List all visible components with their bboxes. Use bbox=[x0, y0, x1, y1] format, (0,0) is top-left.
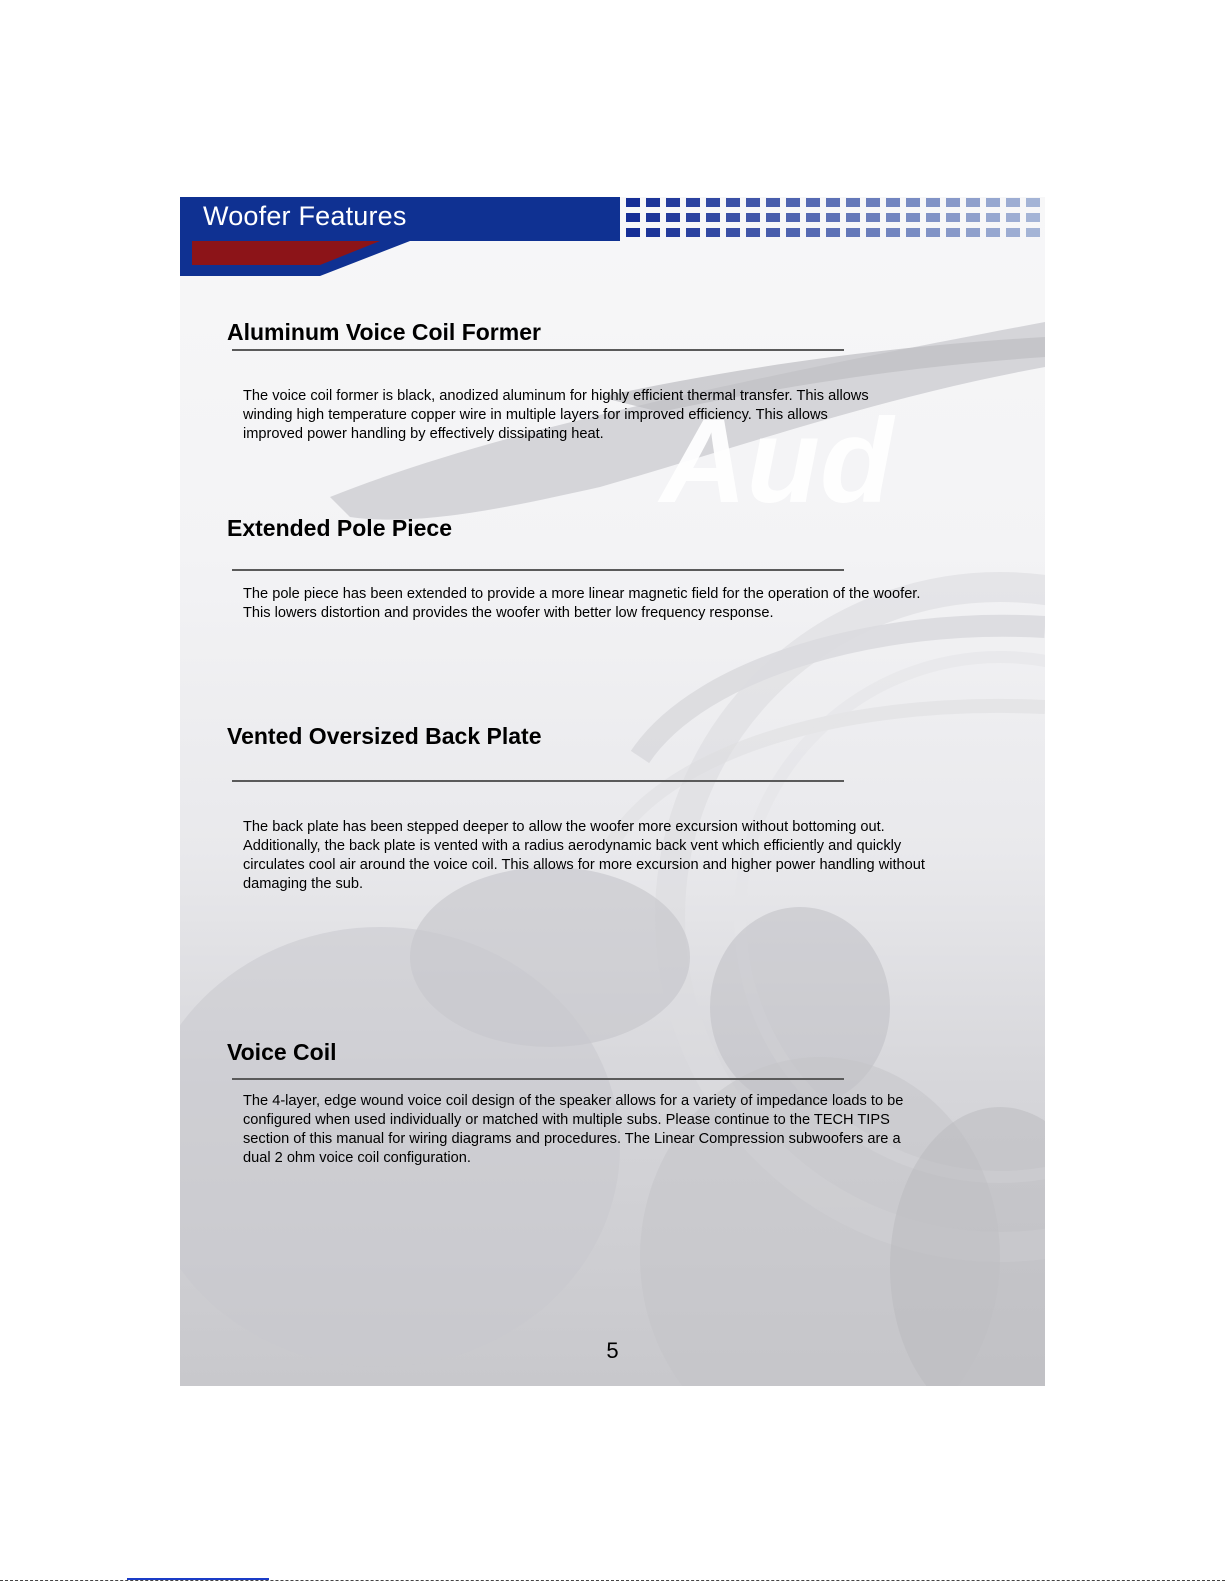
header-dot bbox=[806, 213, 820, 222]
header-dot bbox=[986, 213, 1000, 222]
header-dot bbox=[706, 198, 720, 207]
header-dot bbox=[986, 198, 1000, 207]
header-dot bbox=[726, 198, 740, 207]
header-dot bbox=[906, 198, 920, 207]
header-dot bbox=[1026, 198, 1040, 207]
section-body-back-plate bbox=[243, 818, 1003, 894]
header-dot bbox=[986, 228, 1000, 237]
background-artwork bbox=[180, 197, 1045, 1386]
body-line: section of this manual for wiring diagrams and procedures. The Linear Compression subwoofers are a bbox=[243, 1131, 901, 1147]
header-dot bbox=[826, 228, 840, 237]
header-dot bbox=[626, 198, 640, 207]
manual-page bbox=[180, 197, 1045, 1386]
header-dot bbox=[626, 228, 640, 237]
header-dot bbox=[866, 198, 880, 207]
header-dot bbox=[666, 198, 680, 207]
section-divider bbox=[232, 1078, 844, 1080]
header-dot bbox=[846, 213, 860, 222]
header-dot bbox=[686, 228, 700, 237]
section-body-voice-coil bbox=[243, 1092, 1003, 1168]
header-dot bbox=[866, 213, 880, 222]
header-dot bbox=[826, 213, 840, 222]
footer-dotted-rule bbox=[0, 1580, 1225, 1581]
section-body-voice-coil-former bbox=[243, 387, 1003, 444]
header-dot bbox=[1006, 213, 1020, 222]
header-dot bbox=[966, 198, 980, 207]
header-dot bbox=[1026, 213, 1040, 222]
header-dot bbox=[626, 213, 640, 222]
body-line: The back plate has been stepped deeper to allow the woofer more excursion without bottoming out. bbox=[243, 819, 885, 835]
body-line: circulates cool air around the voice coil. This allows for more excursion and higher power handling without bbox=[243, 857, 925, 873]
body-line: This lowers distortion and provides the woofer with better low frequency response. bbox=[243, 605, 774, 621]
section-title-back-plate: Vented Oversized Back Plate bbox=[227, 723, 542, 749]
header-dot bbox=[946, 198, 960, 207]
page-number: 5 bbox=[606, 1338, 619, 1363]
header-dot bbox=[1026, 228, 1040, 237]
body-line: The pole piece has been extended to provide a more linear magnetic field for the operation of the woofer. bbox=[243, 586, 921, 602]
header-dot bbox=[886, 228, 900, 237]
header-dot bbox=[766, 228, 780, 237]
background-logo: Aud bbox=[660, 394, 894, 528]
header-dot bbox=[746, 198, 760, 207]
header-dot bbox=[706, 228, 720, 237]
header-dot bbox=[886, 198, 900, 207]
header-dot bbox=[1006, 228, 1020, 237]
header-dot bbox=[726, 228, 740, 237]
header-dot bbox=[826, 198, 840, 207]
header-dot bbox=[846, 198, 860, 207]
header-dot bbox=[886, 213, 900, 222]
header-dot bbox=[646, 213, 660, 222]
body-line: damaging the sub. bbox=[243, 876, 364, 892]
body-line: dual 2 ohm voice coil configuration. bbox=[243, 1150, 471, 1166]
header-dot bbox=[966, 213, 980, 222]
header-dot bbox=[1006, 198, 1020, 207]
header-dot bbox=[746, 228, 760, 237]
header-dot bbox=[866, 228, 880, 237]
body-line: configured when used individually or matched with multiple subs. Please continue to the TECH TIPS bbox=[243, 1112, 890, 1128]
section-divider bbox=[232, 349, 844, 351]
header-dot bbox=[646, 228, 660, 237]
header-title: Woofer Features bbox=[203, 201, 407, 231]
header-dot bbox=[766, 213, 780, 222]
header-dot bbox=[786, 213, 800, 222]
section-divider bbox=[232, 569, 844, 571]
section-body-pole-piece bbox=[243, 585, 1003, 623]
header-dot bbox=[966, 228, 980, 237]
header-dot bbox=[686, 198, 700, 207]
header-dot bbox=[946, 213, 960, 222]
header-dot bbox=[646, 198, 660, 207]
header-dot bbox=[726, 213, 740, 222]
header-dot bbox=[846, 228, 860, 237]
header-dot bbox=[926, 213, 940, 222]
body-line: The 4-layer, edge wound voice coil design of the speaker allows for a variety of impedance loads to be bbox=[243, 1093, 904, 1109]
header-dot bbox=[706, 213, 720, 222]
section-title-pole-piece: Extended Pole Piece bbox=[227, 515, 452, 541]
header-dot bbox=[906, 228, 920, 237]
header-dot bbox=[806, 198, 820, 207]
header-dot bbox=[786, 198, 800, 207]
header-dot bbox=[926, 228, 940, 237]
body-line: winding high temperature copper wire in multiple layers for improved efficiency. This allows bbox=[243, 407, 828, 423]
body-line: Additionally, the back plate is vented with a radius aerodynamic back vent which efficiently and quickly bbox=[243, 838, 902, 854]
header-dot-pattern bbox=[624, 197, 1045, 241]
header-dot bbox=[746, 213, 760, 222]
body-line: improved power handling by effectively dissipating heat. bbox=[243, 426, 604, 442]
header-dot bbox=[806, 228, 820, 237]
header-dot bbox=[666, 228, 680, 237]
header-dot bbox=[786, 228, 800, 237]
section-title-voice-coil: Voice Coil bbox=[227, 1039, 337, 1065]
header-dot bbox=[766, 198, 780, 207]
body-line: The voice coil former is black, anodized aluminum for highly efficient thermal transfer. This allows bbox=[243, 388, 869, 404]
header-dot bbox=[686, 213, 700, 222]
section-title-voice-coil-former: Aluminum Voice Coil Former bbox=[227, 319, 541, 345]
header-dot bbox=[926, 198, 940, 207]
header-dot bbox=[906, 213, 920, 222]
section-divider bbox=[232, 780, 844, 782]
header-dot bbox=[666, 213, 680, 222]
header-dot bbox=[946, 228, 960, 237]
